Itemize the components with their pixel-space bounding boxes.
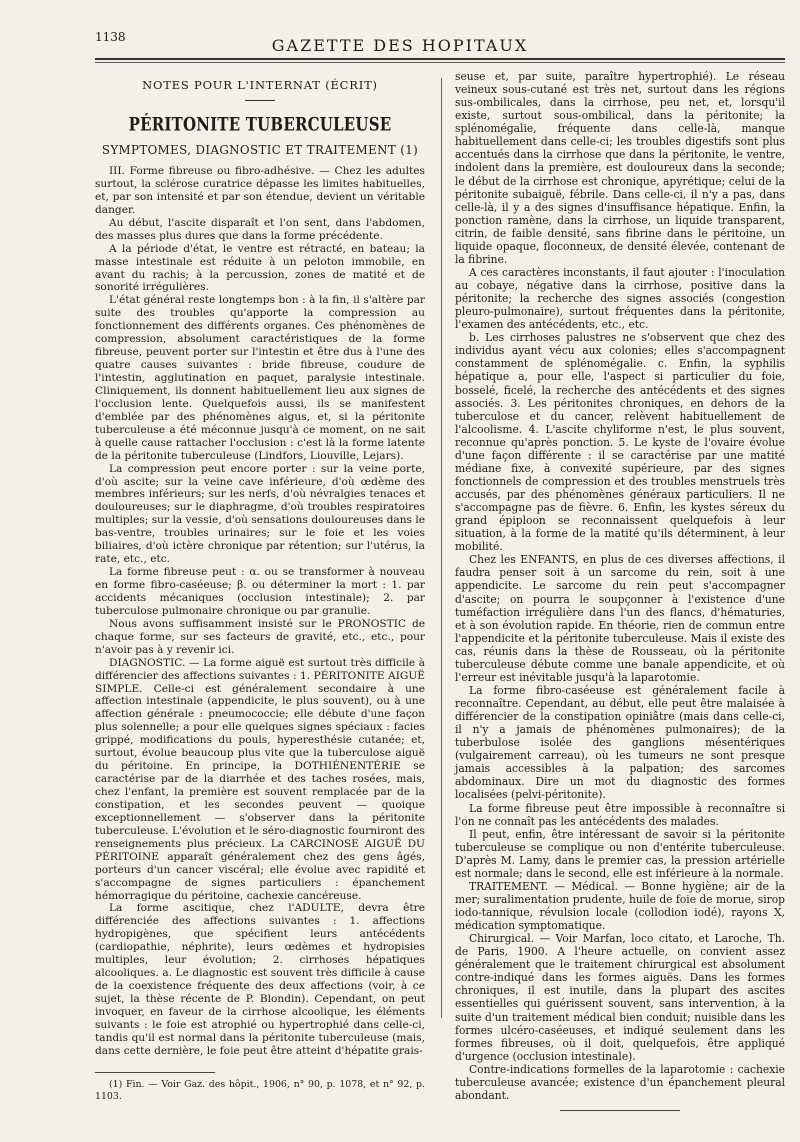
paragraph: seuse et, par suite, paraître hypertrophié). Le réseau veineux sous-cutané est très net, surtout dans les régions sus-ombilicales, dans la cirrhose, peu net, et, lorsqu'il existe, surtout sous-ombilical, dans la péritonite; la splénomégalie, fréquente dans celle-là, manque habituellement dans celle-ci; les troubles digestifs sont plus accentués dans la cirrhose que dans la péritonite, le ventre, indolent dans la première, est douloureux dans la seconde; le début de la cirrhose est chronique, apyrétique; celui de la péritonite subaiguë, fébrile. Dans celle-ci, il n'y a pas, dans celle-là, il y a des signes d'insuffisance hépatique. Enfin, la ponction ramène, dans la cirrhose, un liquide transparent, citrin, de faible densité, sans fibrine dans le péritoine, un liquide opaque, floconneux, de densité élevée, contenant de la fibrine. [455,70,785,266]
paragraph: Nous avons suffisamment insisté sur le PRONOSTIC de chaque forme, sur ses facteurs de gravité, etc., etc., pour n'avoir pas à y revenir ici. [95,617,425,656]
paragraph: A la période d'état, le ventre est rétracté, en bateau; la masse intestinale est réduite à un peloton immobile, en avant du rachis; à la percussion, zones de matité et de sonorité irrégulières. [95,242,425,294]
running-title: GAZETTE DES HOPITAUX [271,36,529,55]
paragraph: La forme ascitique, chez l'ADULTE, devra être différenciée des affections suivantes : 1. affections hydropigènes, que spécifient leurs antécédents (cardiopathie, néphrite), leurs œdèmes et hydropisies multiples, leur évolution; 2. cirrhoses hépatiques alcooliques. a. Le diagnostic est souvent très difficile à cause de la coexistence fréquente des deux affections (voir, à ce sujet, la thèse récente de P. Blondin). Cependant, on peut invoquer, en faveur de la cirrhose alcoolique, les éléments suivants : le foie est atrophié ou hypertrophié dans celle-ci, tandis qu'il est normal dans la péritonite tuberculeuse (mais, dans cette dernière, le foie peut être atteint d'hépatite grais- [95,902,425,1057]
paragraph: La compression peut encore porter : sur la veine porte, d'où ascite; sur la veine cave inférieure, d'où œdème des membres inférieurs; sur les nerfs, d'où névralgies tenaces et douloureuses; sur le diaphragme, d'où troubles respiratoires multiples; sur la vessie, d'où sensations douloureuses dans le bas-ventre, troubles urinaires; sur le foie et les voies biliaires, d'où ictère chronique par rétention; sur l'utérus, la rate, etc., etc. [95,462,425,566]
paragraph: La forme fibreuse peut être impossible à reconnaître si l'on ne connaît pas les antécédents des malades. [455,801,785,828]
article-title: PÉRITONITE TUBERCULEUSE [128,112,392,136]
paragraph: Il peut, enfin, être intéressant de savoir si la péritonite tuberculeuse se complique ou non d'entérite tuberculeuse. D'après M. Lamy, dans le premier cas, la pression artérielle est normale; dans le second, elle est inférieure à la normale. [455,827,785,880]
paragraph: La forme fibro-caséeuse est généralement facile à reconnaître. Cependant, au début, elle peut être malaisée à différencier de la constipation opiniâtre (mais dans celle-ci, il n'y a jamais de phénomènes pulmonaires); de la tuberbulose isolée des ganglions mésentériques (vulgairement carreau), où les tumeurs ne sont presque jamais accessibles à la palpation; des sarcomes abdominaux. Dire un mot du diagnostic des formes localisées (pelvi-péritonite). [455,683,785,802]
paragraph: Contre-indications formelles de la laparotomie : cachexie tuberculeuse avancée; existence d'un épanchement pleural abondant. [455,1062,785,1102]
paragraph: III. Forme fibreuse ou fibro-adhésive. — Chez les adultes surtout, la sclérose curatrice dépasse les limites habituelles, et, par son intensité et par son étendue, devient un véritable danger. [95,165,425,216]
paragraph: DIAGNOSTIC. — La forme aiguë est surtout très difficile à différencier des affections suivantes : 1. PÉRITONITE AIGUË SIMPLE. Celle-ci est généralement secondaire à une affection intestinale (appendicite, le plus souvent), ou à une affection générale : pneumococcie; elle débute d'une façon plus solennelle; a pour elle quelques signes spéciaux : facies grippé, modifications du pouls, hyperesthésie cutanée; et, surtout, évolue beaucoup plus vite que la tuberculose aiguë du péritoine. En principe, la DOTHIÉNENTÉRIE se caractérise par de la diarrhée et des taches rosées, mais, chez l'enfant, la première est souvent remplacée par de la constipation, et les secondes peuvent — quoique exceptionnellement — s'observer dans la péritonite tuberculeuse. L'évolution et le séro-diagnostic fourniront des renseignements plus précieux. La CARCINOSE AIGUË DU PÉRITOINE apparaît généralement chez des gens âgés, porteurs d'un cancer viscéral; elle évolue avec rapidité et s'accompagne de signes particuliers : épanchement hémorragique du péritoine, cachexie cancéreuse. [95,656,425,902]
end-rule [560,1110,680,1111]
footnote: (1) Fin. — Voir Gaz. des hôpit., 1906, n° 90, p. 1078, et n° 92, p. 1103. [95,1078,425,1102]
paragraph: TRAITEMENT. — Médical. — Bonne hygiène; air de la mer; suralimentation prudente, huile de foie de morue, sirop iodo-tannique, révulsion locale (collodion iodé), rayons X, médication symptomatique. [455,879,785,933]
paragraph: L'état général reste longtemps bon : à la fin, il s'altère par suite des troubles qu'apporte la compression au fonctionnement des différents organes. Ces phénomènes de compression, absolument caractéristiques de la forme fibreuse, peuvent porter sur l'intestin et être dus à l'une des quatre causes suivantes : bride fibreuse, coudure de l'intestin, agglutination en paquet, paralysie intestinale. Cliniquement, ils donnent habituellement lieu aux signes de l'occlusion lente. Quelquefois aussi, ils se manifestent d'emblée par des phénomènes aigus, et, si la péritonite tuberculeuse a été méconnue jusqu'à ce moment, on ne sait à quelle cause rattacher l'occlusion : c'est là la forme latente de la péritonite tuberculeuse (Lindfors, Liouville, Lejars). [95,294,425,462]
paragraph: Au début, l'ascite disparaît et l'on sent, dans l'abdomen, des masses plus dures que dans la forme précédente. [95,216,425,242]
page-number: 1138 [95,30,126,44]
right-column [455,70,785,1111]
paragraph: La forme fibreuse peut : α. ou se transformer à nouveau en forme fibro-caséeuse; β. ou déterminer la mort : 1. par accidents mécaniques (occlusion intestinale); 2. par tuberculose pulmonaire chronique ou par granulie. [95,566,425,617]
left-column [95,70,425,1103]
footnote-rule [95,1072,215,1073]
section-heading: NOTES POUR L'INTERNAT (ÉCRIT) [142,78,378,92]
title-divider [245,100,275,101]
paragraph: A ces caractères inconstants, il faut ajouter : l'inoculation au cobaye, négative dans la cirrhose, positive dans la péritonite; la recherche des signes associés (congestion pleuro-pulmonaire), surtout fréquentes dans la péritonite, l'examen des antécédents, etc., etc. [455,265,785,332]
paragraph: b. Les cirrhoses palustres ne s'observent que chez des individus ayant vécu aux colonies; elles s'accompagnent constamment de splénomégalie. c. Enfin, la syphilis hépatique a, pour elle, l'aspect si particulier du foie, bosselé, ficelé, la recherche des antécédents et des signes associés. 3. Les péritonites chroniques, en dehors de la tuberculose et du cancer, relèvent habituellement de l'alcoolisme. 4. L'ascite chyliforme n'est, le plus souvent, reconnue qu'après ponction. 5. Le kyste de l'ovaire évolue d'une façon différente : il se caractérise par une matité médiane fixe, à convexité supérieure, par des signes fonctionnels de compression et des troubles menstruels très accusés, par des phénomènes généraux particuliers. Il ne s'accompagne pas de fièvre. 6. Enfin, les kystes séreux du grand épiploon se reconnaissent quelquefois à leur situation, à la forme de la matité qu'ils déterminent, à leur mobilité. [455,331,785,554]
header-rule [95,58,785,60]
article-subtitle: SYMPTOMES, DIAGNOSTIC ET TRAITEMENT (1) [101,143,419,157]
column-divider [441,78,442,1018]
header-rule-thin [95,62,785,63]
paragraph: Chirurgical. — Voir Marfan, loco citato, et Laroche, Th. de Paris, 1900. A l'heure actuelle, on convient assez généralement que le traitement chirurgical est absolument contre-indiqué dans les formes aiguës. Dans les formes chroniques, il est inutile, dans la plupart des ascites essentielles qui guérissent souvent, sans intervention, à la suite d'un traitement médical bien conduit; nuisible dans les formes ulcéro-caséeuses, et indiqué seulement dans les formes fibreuses, où il doit, quelquefois, être appliqué d'urgence (occlusion intestinale). [455,932,785,1063]
paragraph: Chez les ENFANTS, en plus de ces diverses affections, il faudra penser soit à un sarcome du rein, soit à une appendicite. Le sarcome du rein peut s'accompagner d'ascite; on pourra le soupçonner à l'existence d'une tuméfaction irrégulière dans l'un des flancs, d'hématuries, et à son évolution rapide. En théorie, rien de commun entre l'appendicite et la péritonite tuberculeuse. Mais il existe des cas, réunis dans la thèse de Rousseau, où la péritonite tuberculeuse débute comme une banale appendicite, et où l'erreur est inévitable jusqu'à la laparotomie. [455,553,785,684]
